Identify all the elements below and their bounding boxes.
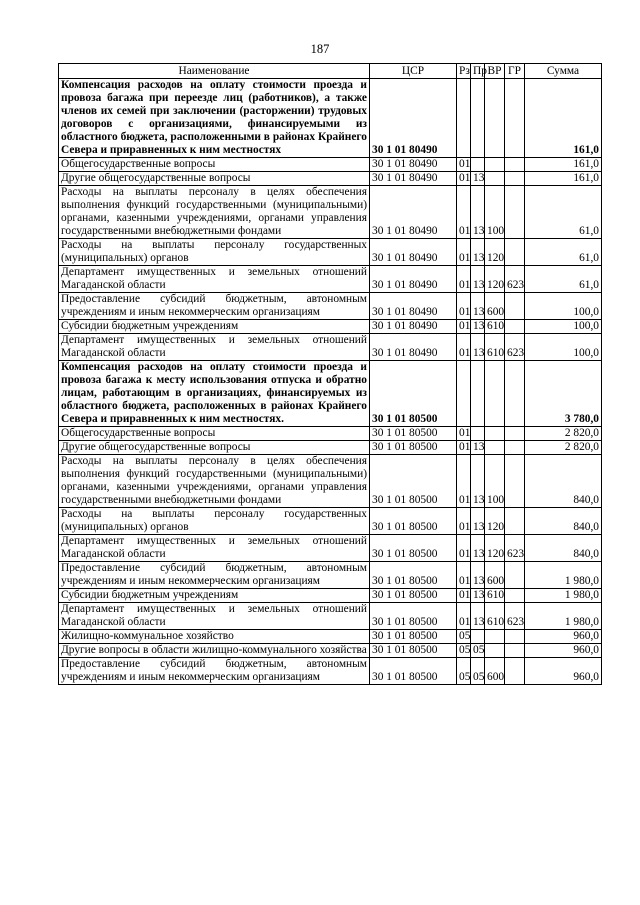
cell-rz: 01 [457,320,471,334]
cell-pr: 13 [471,172,485,186]
cell-gr [505,361,525,427]
cell-gr [505,455,525,508]
cell-csr: 30 1 01 80500 [370,562,457,589]
cell-csr: 30 1 01 80500 [370,603,457,630]
cell-rz: 01 [457,562,471,589]
table-row [59,535,602,562]
cell-csr: 30 1 01 80490 [370,320,457,334]
table-row [59,427,602,441]
cell-pr: 13 [471,320,485,334]
cell-rz: 01 [457,334,471,361]
cell-sum: 1 980,0 [525,589,602,603]
cell-vr: 600 [485,562,505,589]
cell-rz: 01 [457,441,471,455]
cell-pr [471,427,485,441]
cell-rz: 01 [457,293,471,320]
cell-name: Расходы на выплаты персоналу государственных (муниципальных) органов [59,508,370,535]
cell-sum: 61,0 [525,266,602,293]
cell-pr [471,79,485,158]
cell-csr: 30 1 01 80500 [370,361,457,427]
table-row [59,455,602,508]
cell-csr: 30 1 01 80500 [370,427,457,441]
cell-gr [505,630,525,644]
cell-name: Предоставление субсидий бюджетным, автономным учреждениям и иным некоммерческим организациям [59,562,370,589]
cell-sum: 3 780,0 [525,361,602,427]
table-row [59,644,602,658]
table-row [59,172,602,186]
cell-rz: 01 [457,427,471,441]
cell-csr: 30 1 01 80500 [370,658,457,685]
cell-csr: 30 1 01 80490 [370,186,457,239]
cell-sum: 100,0 [525,334,602,361]
cell-pr: 13 [471,535,485,562]
column-header-pr: Пр [471,64,485,79]
table-row [59,508,602,535]
cell-rz: 01 [457,186,471,239]
cell-name: Общегосударственные вопросы [59,427,370,441]
column-header-vr: ВР [485,64,505,79]
table-row [59,266,602,293]
cell-gr [505,186,525,239]
table-row [59,79,602,158]
cell-pr: 13 [471,239,485,266]
table-row [59,293,602,320]
cell-name: Компенсация расходов на оплату стоимости проезда и провоза багажа при переезде лиц (работников), а также членов их семей при заключении (расторжении) трудовых договоров с организациями, финансируемыми из областного бюджета, расположенными в районах Крайнего Севера и приравненных к ним местностях [59,79,370,158]
cell-gr [505,79,525,158]
cell-sum: 1 980,0 [525,603,602,630]
cell-vr: 600 [485,658,505,685]
table-row [59,441,602,455]
table-row [59,562,602,589]
table-body [59,79,602,685]
cell-pr [471,361,485,427]
table-row [59,158,602,172]
table-header-row [59,64,602,79]
cell-rz [457,361,471,427]
table-row [59,603,602,630]
cell-pr: 05 [471,658,485,685]
table-row [59,658,602,685]
cell-pr: 13 [471,589,485,603]
cell-gr: 623 [505,603,525,630]
table-row [59,239,602,266]
cell-gr [505,441,525,455]
cell-gr: 623 [505,535,525,562]
column-header-csr: ЦСР [370,64,457,79]
cell-csr: 30 1 01 80500 [370,455,457,508]
table-row [59,630,602,644]
cell-name: Другие общегосударственные вопросы [59,172,370,186]
budget-table [58,63,602,685]
table-row [59,186,602,239]
cell-sum: 960,0 [525,644,602,658]
cell-rz: 01 [457,535,471,562]
column-header-gr: ГР [505,64,525,79]
column-header-sum: Сумма [525,64,602,79]
cell-name: Расходы на выплаты персоналу государственных (муниципальных) органов [59,239,370,266]
cell-name: Субсидии бюджетным учреждениям [59,589,370,603]
cell-sum: 100,0 [525,320,602,334]
cell-pr [471,158,485,172]
cell-pr: 13 [471,508,485,535]
cell-gr: 623 [505,334,525,361]
cell-sum: 161,0 [525,158,602,172]
cell-name: Компенсация расходов на оплату стоимости проезда и провоза багажа к месту использования отпуска и обратно лицам, работающим в организациях, финансируемых из областного бюджета, расположенных в районах Крайнего Севера и приравненных к ним местностях. [59,361,370,427]
cell-gr [505,320,525,334]
cell-sum: 61,0 [525,186,602,239]
cell-vr [485,79,505,158]
cell-rz: 01 [457,158,471,172]
cell-gr [505,644,525,658]
cell-csr: 30 1 01 80500 [370,441,457,455]
cell-vr [485,158,505,172]
cell-rz: 01 [457,239,471,266]
cell-gr [505,239,525,266]
cell-name: Департамент имущественных и земельных отношений Магаданской области [59,535,370,562]
cell-csr: 30 1 01 80500 [370,535,457,562]
cell-sum: 61,0 [525,239,602,266]
cell-rz: 05 [457,658,471,685]
cell-name: Расходы на выплаты персоналу в целях обеспечения выполнения функций государственными (муниципальными) органами, казенными учреждениями, органами управления государственными внебюджетными фондами [59,455,370,508]
cell-pr: 13 [471,441,485,455]
cell-csr: 30 1 01 80490 [370,334,457,361]
cell-pr: 13 [471,186,485,239]
cell-vr: 120 [485,266,505,293]
cell-name: Другие вопросы в области жилищно-коммунального хозяйства [59,644,370,658]
cell-name: Департамент имущественных и земельных отношений Магаданской области [59,266,370,293]
cell-name: Субсидии бюджетным учреждениям [59,320,370,334]
column-header-name: Наименование [59,64,370,79]
cell-pr: 05 [471,644,485,658]
cell-vr [485,630,505,644]
cell-gr [505,589,525,603]
cell-vr: 600 [485,293,505,320]
cell-csr: 30 1 01 80500 [370,630,457,644]
cell-vr [485,644,505,658]
cell-gr [505,658,525,685]
cell-vr: 610 [485,603,505,630]
cell-sum: 960,0 [525,658,602,685]
cell-csr: 30 1 01 80490 [370,158,457,172]
cell-rz [457,79,471,158]
cell-csr: 30 1 01 80500 [370,644,457,658]
cell-name: Расходы на выплаты персоналу в целях обеспечения выполнения функций государственными (муниципальными) органами, казенными учреждениями, органами управления государственными внебюджетными фондами [59,186,370,239]
cell-sum: 1 980,0 [525,562,602,589]
cell-pr: 13 [471,334,485,361]
cell-vr: 120 [485,508,505,535]
cell-rz: 05 [457,630,471,644]
page-number: 187 [310,42,330,56]
cell-rz: 01 [457,603,471,630]
cell-rz: 01 [457,266,471,293]
cell-vr [485,172,505,186]
cell-csr: 30 1 01 80490 [370,239,457,266]
cell-gr [505,158,525,172]
cell-pr [471,630,485,644]
cell-sum: 100,0 [525,293,602,320]
cell-sum: 2 820,0 [525,427,602,441]
cell-csr: 30 1 01 80490 [370,172,457,186]
cell-name: Департамент имущественных и земельных отношений Магаданской области [59,603,370,630]
table-row [59,589,602,603]
cell-vr [485,427,505,441]
cell-rz: 05 [457,644,471,658]
cell-sum: 161,0 [525,172,602,186]
cell-pr: 13 [471,455,485,508]
column-header-rz: Рз [457,64,471,79]
table-row [59,334,602,361]
cell-vr: 610 [485,589,505,603]
cell-sum: 960,0 [525,630,602,644]
cell-rz: 01 [457,589,471,603]
cell-name: Департамент имущественных и земельных отношений Магаданской области [59,334,370,361]
cell-sum: 840,0 [525,508,602,535]
cell-vr: 120 [485,239,505,266]
cell-sum: 840,0 [525,535,602,562]
cell-vr: 100 [485,186,505,239]
cell-vr [485,361,505,427]
cell-sum: 2 820,0 [525,441,602,455]
cell-vr: 120 [485,535,505,562]
cell-csr: 30 1 01 80490 [370,266,457,293]
cell-vr: 610 [485,320,505,334]
cell-pr: 13 [471,603,485,630]
cell-vr [485,441,505,455]
cell-vr: 610 [485,334,505,361]
table-row [59,361,602,427]
cell-pr: 13 [471,293,485,320]
cell-gr [505,172,525,186]
cell-sum: 840,0 [525,455,602,508]
cell-name: Предоставление субсидий бюджетным, автономным учреждениям и иным некоммерческим организациям [59,293,370,320]
cell-name: Жилищно-коммунальное хозяйство [59,630,370,644]
table-row [59,320,602,334]
cell-gr [505,508,525,535]
cell-gr: 623 [505,266,525,293]
cell-sum: 161,0 [525,79,602,158]
cell-pr: 13 [471,562,485,589]
cell-vr: 100 [485,455,505,508]
cell-pr: 13 [471,266,485,293]
cell-gr [505,427,525,441]
cell-csr: 30 1 01 80500 [370,589,457,603]
cell-rz: 01 [457,508,471,535]
cell-name: Предоставление субсидий бюджетным, автономным учреждениям и иным некоммерческим организациям [59,658,370,685]
cell-gr [505,293,525,320]
cell-name: Другие общегосударственные вопросы [59,441,370,455]
cell-name: Общегосударственные вопросы [59,158,370,172]
cell-gr [505,562,525,589]
cell-rz: 01 [457,172,471,186]
cell-csr: 30 1 01 80490 [370,293,457,320]
cell-csr: 30 1 01 80490 [370,79,457,158]
cell-csr: 30 1 01 80500 [370,508,457,535]
cell-rz: 01 [457,455,471,508]
